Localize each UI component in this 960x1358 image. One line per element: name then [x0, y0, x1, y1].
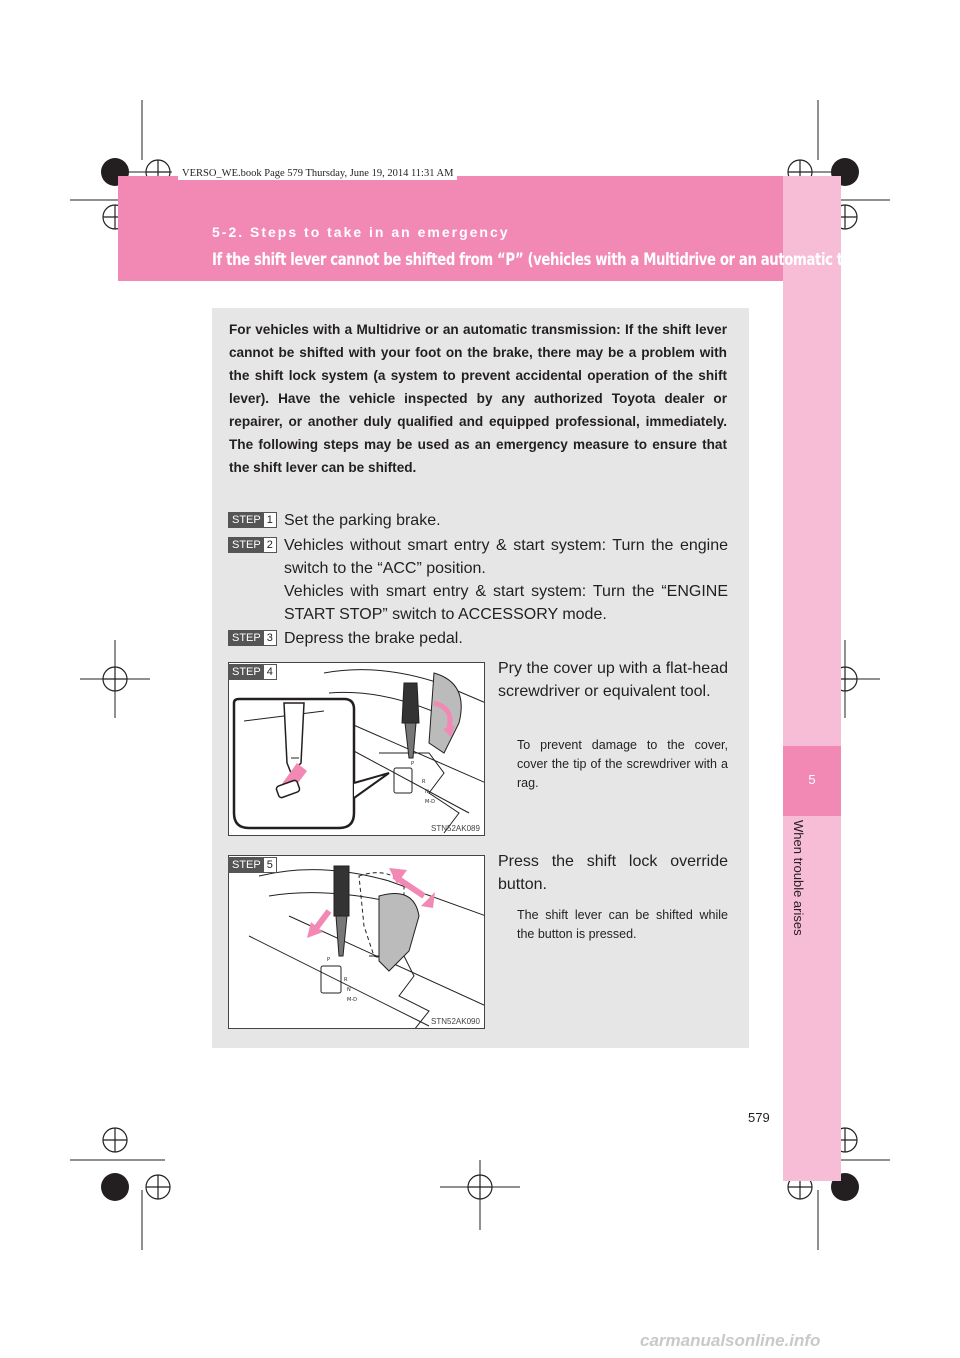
step-text-1: Set the parking brake. [284, 512, 441, 529]
step-word: STEP [229, 858, 264, 872]
section-title: 5-2. Steps to take in an emergency [212, 224, 510, 240]
step-note-5: The shift lever can be shifted while the button is pressed. [517, 908, 728, 941]
step-text-3: Depress the brake pedal. [284, 630, 463, 647]
chapter-label: When trouble arises [791, 820, 806, 936]
step-word: STEP [229, 665, 264, 679]
book-info: VERSO_WE.book Page 579 Thursday, June 19, 2014 11:31 AM [178, 167, 457, 180]
intro-text: For vehicles with a Multidrive or an automatic transmission: If the shift lever cannot be shifted with your foot on the brake, there may be a problem with the shift lock system (a system to prevent accidental operation of the shift lever). Have the vehicle inspected by any authorized Toyota dealer or repairer, or another duly qualified and equipped professional, immediately. The following steps may be used as an emergency measure to ensure that the shift lever can be shifted. [229, 322, 727, 475]
figure-code-4: STN52AK089 [431, 824, 480, 833]
step-word: STEP [229, 513, 264, 527]
sidebar-band [783, 176, 841, 1181]
step-number: 2 [264, 538, 276, 552]
footer-watermark: carmanualsonline.info [640, 1331, 821, 1350]
step-number: 3 [264, 631, 276, 645]
step-text-5: Press the shift lock override button. [498, 853, 728, 893]
shift-lock-illustration [229, 856, 485, 1029]
svg-text:R: R [422, 779, 426, 785]
step-label-2 [228, 537, 277, 553]
figure-step-4 [228, 662, 485, 836]
svg-text:N: N [425, 789, 429, 795]
figure-step-5 [228, 855, 485, 1029]
svg-text:M-D: M-D [425, 799, 435, 805]
figure-code-5: STN52AK090 [431, 1017, 480, 1026]
step-number: 1 [264, 513, 276, 527]
step-number: 5 [264, 858, 276, 872]
step-word: STEP [229, 538, 264, 552]
step-label-1 [228, 512, 277, 528]
svg-text:N: N [347, 987, 351, 993]
step-note-4: To prevent damage to the cover, cover the tip of the screwdriver with a rag. [517, 738, 728, 790]
step-text-2: Vehicles without smart entry & start system: Turn the engine switch to the “ACC” position. [284, 537, 728, 577]
step-label-5 [228, 857, 277, 873]
svg-text:P: P [327, 957, 331, 963]
page-subtitle: If the shift lever cannot be shifted from “P” (vehicles with a Multidrive or an automatic transmission) [212, 250, 935, 270]
step-label-4 [228, 664, 277, 680]
chapter-number: 5 [808, 772, 816, 787]
step-text-2b: Vehicles with smart entry & start system: Turn the “ENGINE START STOP” switch to ACCESSORY mode. [284, 583, 728, 623]
svg-text:P: P [411, 761, 415, 767]
step-text-4: Pry the cover up with a flat-head screwdriver or equivalent tool. [498, 660, 728, 700]
step-label-3 [228, 630, 277, 646]
step-word: STEP [229, 631, 264, 645]
page-number: 579 [748, 1110, 770, 1125]
step-number: 4 [264, 665, 276, 679]
svg-text:R: R [344, 977, 348, 983]
shift-cover-illustration [229, 663, 485, 836]
svg-text:M-D: M-D [347, 997, 357, 1003]
